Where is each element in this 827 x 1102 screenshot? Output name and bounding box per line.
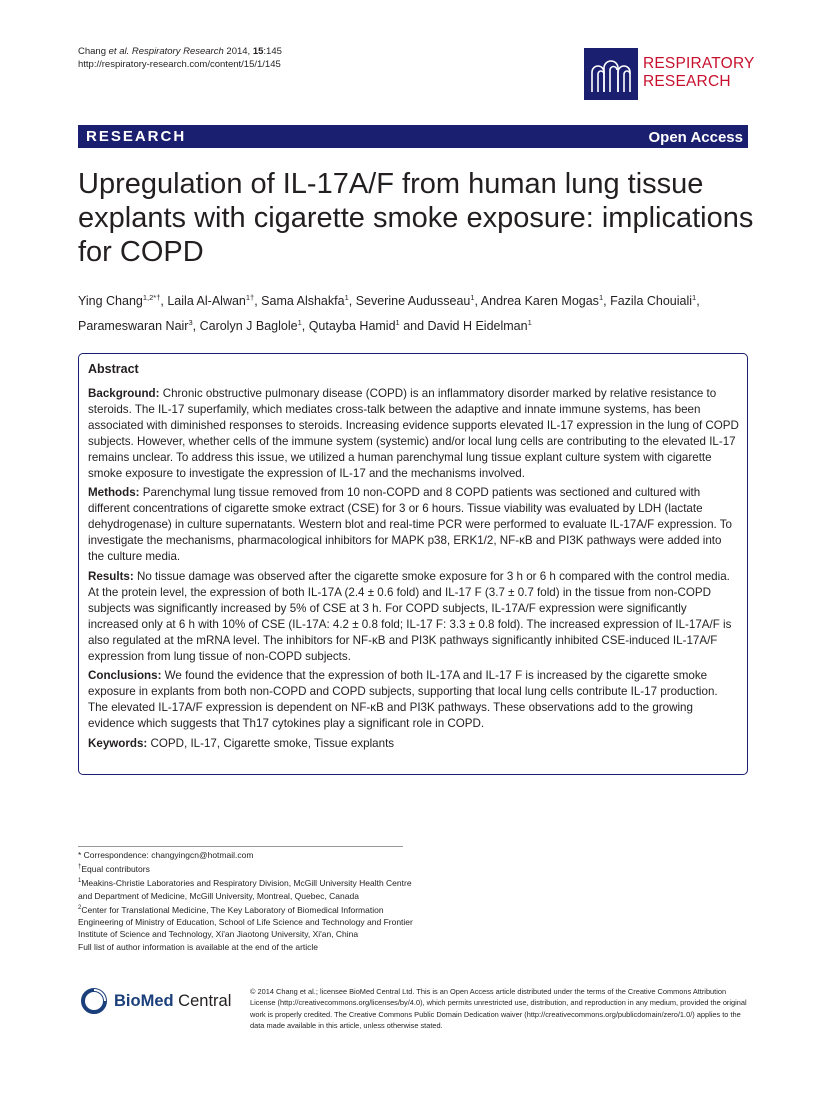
author[interactable]: Parameswaran Nair$^3$: [78, 318, 193, 334]
abstract-body: [88, 386, 740, 756]
author[interactable]: Laila Al-Alwan$^{1\dagger}$: [167, 293, 255, 309]
author[interactable]: Ying Chang$^{1,2*\dagger}$: [78, 293, 161, 309]
abstract-heading: Abstract: [88, 362, 139, 376]
abstract-methods: Methods: Parenchymal lung tissue removed from 10 non-COPD and 8 COPD patients was sectioned and cultured with different concentrations of cigarette smoke extract (CSE) for 3 or 6 hours. Tissue viability was evaluated by LDH (lactate dehydrogenase) in culture supernatants. Western blot and real-time PCR were performed to evaluate IL-17A/F expression. To investigate the mechanisms, pharmacological inhibitors for MAPK p38, ERK1/2, NF-κB and PI3K pathways were added into the culture media.: [88, 486, 733, 564]
affiliation-2: $^2$Center for Translational Medicine, The Key Laboratory of Biomedical Information Engineering of Ministry of Education, School of Life Science and Technology and Frontier Institute of Science and Technology, Xi'an Jiaotong University, Xi'an, China: [78, 904, 413, 940]
abstract-keywords: Keywords: COPD, IL-17, Cigarette smoke, Tissue explants: [88, 737, 395, 751]
citation-line: [78, 46, 282, 58]
journal-arches-icon: [584, 48, 638, 100]
citation-etal: et al.: [108, 46, 130, 57]
journal-logo-line2: RESEARCH: [643, 73, 731, 90]
author[interactable]: Carolyn J Baglole$^1$: [199, 318, 302, 334]
abstract-conclusions: Conclusions: We found the evidence that the expression of both IL-17A and IL-17 F is increased by the cigarette smoke exposure in explants from both non-COPD and COPD subjects, supporting that local lung cells contribute IL-17 production. The elevated IL-17A/F expression is dependent on NF-κB and PI3K pathways. These observations add to the growing evidence which suggests that Th17 cytokines play a significant role in COPD.: [88, 669, 718, 731]
author[interactable]: Qutayba Hamid$^1$: [308, 318, 400, 334]
journal-logo-mark: [584, 48, 638, 100]
author-list: Ying Chang$^{1,2*\dagger}$, Laila Al-Alwan$^{1\dagger}$, Sama Alshakfa$^1$, Severine Audusseau$^1$, Andrea Karen Mogas$^1$, Fazila Chouiali$^1$, Parameswaran Nair$^3$, Carolyn J Baglole$^1$, Qutayba Hamid$^1$ and David H Eidelman$^1$: [78, 293, 700, 334]
section-label: RESEARCH: [86, 128, 187, 145]
citation-year: 2014,: [223, 46, 253, 57]
abstract-background: Background: Chronic obstructive pulmonary disease (COPD) is an inflammatory disorder marked by relative resistance to steroids. The IL-17 superfamily, which mediates cross-talk between the adaptive and innate immune systems, has been associated with diminished responses to steroids. Increasing evidence supports elevated IL-17 expression in the lung of COPD subjects. However, whether cells of the immune system (systemic) and/or local lung cells are contributing to the elevated IL-17 remains unclear. To address this issue, we utilized a human parenchymal lung tissue explant culture system with cigarette smoke exposure to investigate the expression of IL-17 and the mechanisms involved.: [88, 387, 739, 480]
journal-logo-text: [643, 55, 755, 91]
footnotes: [78, 849, 418, 953]
biomed-central-logo: BioMed Central: [114, 992, 232, 1010]
citation-journal: Respiratory Research: [129, 46, 224, 57]
author[interactable]: Andrea Karen Mogas$^1$: [480, 293, 604, 309]
author[interactable]: Sama Alshakfa$^1$: [261, 293, 349, 309]
abstract-results: Results: No tissue damage was observed after the cigarette smoke exposure for 3 h or 6 h compared with the control media. At the protein level, the expression of both IL-17A (2.4 ± 0.6 fold) and IL-17 F (3.7 ± 0.7 fold) in the tissue from non-COPD subjects was significantly increased by 5% of CSE at 3 h. For COPD subjects, IL-17A/F expression were significantly increased only at 6 h with 10% of CSE (IL-17A: 4.2 ± 0.8 fold; IL-17 F: 3.3 ± 0.8 fold). The increased expression of IL-17A/F is also regulated at the mRNA level. The inhibitors for NF-κB and PI3K pathways significantly inhibited CSE-induced IL-17A/F expression from lung tissue of non-COPD subjects.: [88, 569, 732, 663]
citation-page: :145: [263, 46, 282, 57]
article-title: Upregulation of IL-17A/F from human lung tissue explants with cigarette smoke exposure: implications for COPD: [78, 168, 754, 268]
equal-contributors: †Equal contributors: [78, 864, 150, 875]
author[interactable]: Severine Audusseau$^1$: [355, 293, 475, 309]
biomed-central-logo-icon: [80, 987, 108, 1015]
affiliation-1: $^1$Meakins-Christie Laboratories and Respiratory Division, McGill University Health Centre and Department of Medicine, McGill University, Montreal, Quebec, Canada: [78, 878, 412, 901]
citation-author: Chang: [78, 46, 109, 57]
citation-volume: 15: [252, 46, 264, 57]
article-url[interactable]: http://respiratory-research.com/content/15/1/145: [78, 59, 281, 70]
author[interactable]: David H Eidelman$^1$: [427, 318, 532, 334]
copyright-notice: © 2014 Chang et al.; licensee BioMed Central Ltd. This is an Open Access article distributed under the terms of the Creative Commons Attribution License (http://creativecommons.org/licenses/by/4.0), which permits unrestricted use, distribution, and reproduction in any medium, provided the original work is properly credited. The Creative Commons Public Domain Dedication waiver (http://creativecommons.org/publicdomain/zero/1.0/) applies to the data made available in this article, unless otherwise stated.: [250, 987, 747, 1030]
correspondence[interactable]: * Correspondence: changyingcn@hotmail.com: [78, 850, 254, 860]
author[interactable]: Fazila Chouiali$^1$: [610, 293, 697, 309]
full-author-info-note: Full list of author information is available at the end of the article: [78, 941, 319, 952]
open-access-label: Open Access: [648, 129, 743, 146]
journal-logo-line1: RESPIRATORY: [643, 55, 755, 72]
footnote-divider: [78, 846, 403, 847]
